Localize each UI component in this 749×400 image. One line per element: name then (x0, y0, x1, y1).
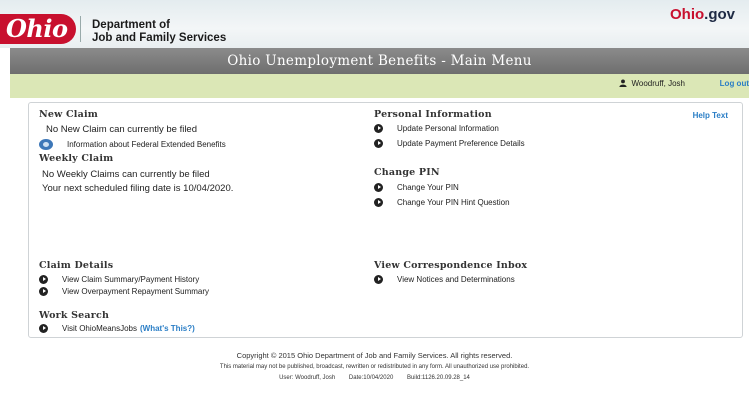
ohiomeansjobs-label: Visit OhioMeansJobs (62, 324, 137, 333)
arrow-icon (39, 275, 48, 284)
footer-user: User: Woodruff, Josh (279, 375, 336, 381)
new-claim-heading: New Claim (39, 109, 98, 120)
arrow-icon (374, 275, 383, 284)
change-pin-heading: Change PIN (374, 167, 440, 178)
info-icon (39, 139, 53, 150)
ohio-gov-link[interactable] (670, 6, 735, 23)
change-pin-link[interactable] (374, 183, 459, 192)
update-personal-info-link[interactable] (374, 124, 499, 133)
user-name: Woodruff, Josh (631, 79, 685, 88)
ohio-logo[interactable]: Ohio (0, 14, 76, 44)
next-filing-date: Your next scheduled filing date is 10/04/2020. (42, 183, 234, 194)
federal-benefits-link[interactable] (39, 139, 226, 150)
whats-this-link[interactable]: (What's This?) (140, 324, 195, 333)
change-pin-hint-label: Change Your PIN Hint Question (397, 198, 510, 207)
overpayment-label: View Overpayment Repayment Summary (62, 287, 210, 296)
arrow-icon (374, 198, 383, 207)
view-notices-label: View Notices and Determinations (397, 275, 515, 284)
ohio-gov-prefix: Ohio (669, 6, 705, 23)
footer-date: Date:10/04/2020 (348, 375, 394, 381)
overpayment-link[interactable] (39, 287, 209, 296)
change-pin-label: Change Your PIN (397, 183, 459, 192)
update-payment-link[interactable] (374, 139, 525, 148)
department-line1: Department of (92, 19, 170, 31)
correspondence-heading: View Correspondence Inbox (374, 260, 528, 271)
new-claim-status: No New Claim can currently be filed (46, 124, 198, 135)
department-name (92, 19, 226, 45)
weekly-claim-heading: Weekly Claim (39, 153, 114, 164)
arrow-icon (374, 124, 383, 133)
logo-divider (80, 16, 81, 42)
footer-build: Build:1126.20.09.28_14 (406, 375, 470, 381)
update-payment-label: Update Payment Preference Details (397, 139, 525, 148)
user-info (619, 79, 685, 88)
work-search-heading: Work Search (39, 310, 110, 321)
arrow-icon (374, 139, 383, 148)
arrow-icon (374, 183, 383, 192)
update-personal-info-label: Update Personal Information (397, 124, 499, 133)
logout-link[interactable]: Log out (719, 79, 749, 88)
federal-benefits-label: Information about Federal Extended Benefits (67, 140, 226, 149)
footer-copyright: Copyright © 2015 Ohio Department of Job and Family Services. All rights reserved. (236, 351, 513, 360)
weekly-claim-status: No Weekly Claims can currently be filed (42, 169, 210, 180)
footer-notice: This material may not be published, broadcast, rewritten or redistributed in any form. All unauthorized use prohibited. (219, 364, 530, 370)
arrow-icon (39, 324, 48, 333)
help-text-link[interactable]: Help Text (692, 111, 728, 120)
ohio-gov-suffix: .gov (704, 6, 735, 23)
claim-details-heading: Claim Details (39, 260, 114, 271)
ohiomeansjobs-link[interactable] (39, 324, 195, 333)
page-title: Ohio Unemployment Benefits - Main Menu (10, 48, 749, 74)
department-line2: Job and Family Services (92, 32, 227, 44)
personal-info-heading: Personal Information (374, 109, 492, 120)
site-header (0, 0, 749, 48)
change-pin-hint-link[interactable] (374, 198, 510, 207)
footer-session-info (0, 375, 749, 381)
claim-summary-label: View Claim Summary/Payment History (62, 275, 200, 284)
main-menu-panel (28, 102, 743, 338)
user-icon (619, 79, 627, 87)
arrow-icon (39, 287, 48, 296)
claim-summary-link[interactable] (39, 275, 199, 284)
view-notices-link[interactable] (374, 275, 515, 284)
